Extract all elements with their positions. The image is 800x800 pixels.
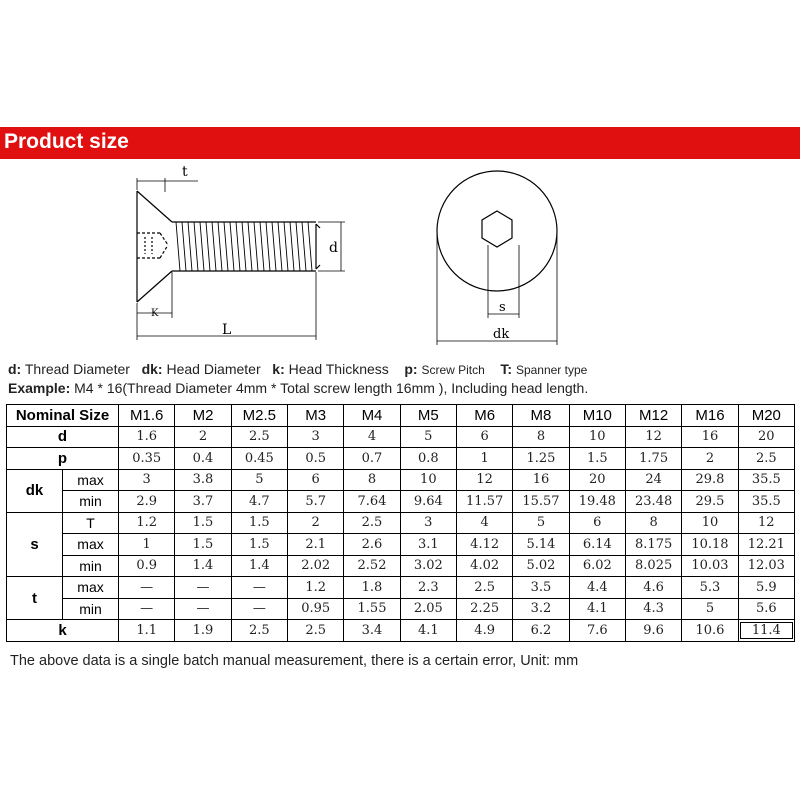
cell: 5 [513, 512, 569, 534]
cell: 12 [738, 512, 794, 534]
cell: 4.3 [625, 598, 681, 620]
cell: 1.5 [175, 512, 231, 534]
cell: 1.5 [569, 448, 625, 470]
legend-text-d: Thread Diameter [24, 361, 130, 377]
cell: — [231, 598, 287, 620]
example-key: Example: [8, 380, 71, 396]
legend-text-k: Head Thickness [288, 361, 389, 377]
cell: 15.57 [513, 491, 569, 513]
cell: 3 [400, 512, 456, 534]
cell: 10.03 [682, 555, 738, 577]
row-k [7, 620, 795, 642]
cell: 19.48 [569, 491, 625, 513]
row-label-k: k [7, 620, 119, 642]
banner-title: Product size [4, 130, 129, 153]
cell: 2 [682, 448, 738, 470]
cell: 16 [682, 426, 738, 448]
row-s-max [7, 534, 795, 556]
cell: 2.5 [456, 577, 512, 599]
cell: 4.02 [456, 555, 512, 577]
cell: 1.2 [119, 512, 175, 534]
screw-head-view [437, 171, 557, 345]
cell: 10.6 [682, 620, 738, 642]
legend-key-p: p: [404, 361, 418, 377]
cell: 5.9 [738, 577, 794, 599]
row-label-d: d [7, 426, 119, 448]
cell: 3.1 [400, 534, 456, 556]
cell: 0.5 [288, 448, 344, 470]
legend-text-T: Spanner type [515, 363, 588, 377]
cell: 4.1 [569, 598, 625, 620]
cell: 1.75 [625, 448, 681, 470]
cell: 2.6 [344, 534, 400, 556]
cell: 3.5 [513, 577, 569, 599]
cell: 3 [119, 469, 175, 491]
cell: 9.6 [625, 620, 681, 642]
cell: 2 [288, 512, 344, 534]
cell: 3.8 [175, 469, 231, 491]
label-dk: dk [493, 327, 510, 342]
cell: 10.18 [682, 534, 738, 556]
header-size: M10 [569, 405, 625, 427]
cell: 5.14 [513, 534, 569, 556]
cell: 2.1 [288, 534, 344, 556]
cell: 2.3 [400, 577, 456, 599]
cell: 1.4 [231, 555, 287, 577]
cell: 6 [569, 512, 625, 534]
cell: 35.5 [738, 491, 794, 513]
sub-label-max: max [63, 534, 119, 556]
cell: 1.1 [119, 620, 175, 642]
cell: 2.52 [344, 555, 400, 577]
label-t: t [182, 164, 188, 180]
cell: 1 [456, 448, 512, 470]
header-size: M3 [288, 405, 344, 427]
legend-key-T: T: [500, 361, 513, 377]
cell: 5 [682, 598, 738, 620]
cell: 5.6 [738, 598, 794, 620]
cell: 10 [400, 469, 456, 491]
row-dk-max [7, 469, 795, 491]
cell: 6.02 [569, 555, 625, 577]
label-k: K [151, 308, 159, 319]
cell: 5 [400, 426, 456, 448]
header-size: M1.6 [119, 405, 175, 427]
sub-label-min: min [63, 491, 119, 513]
cell: 3.7 [175, 491, 231, 513]
cell: 8 [344, 469, 400, 491]
cell: 7.6 [569, 620, 625, 642]
cell: 2.02 [288, 555, 344, 577]
row-label-t: t [7, 577, 63, 620]
legend-text-p: Screw Pitch [421, 363, 485, 377]
cell: 6.14 [569, 534, 625, 556]
cell: 0.95 [288, 598, 344, 620]
label-s: s [499, 300, 506, 315]
cell: 3 [288, 426, 344, 448]
cell: 29.5 [682, 491, 738, 513]
example-text: M4 * 16(Thread Diameter 4mm * Total screw length 16mm ), Including head length. [74, 380, 589, 396]
cell: 1.25 [513, 448, 569, 470]
cell: 1.5 [231, 512, 287, 534]
cell: 8.175 [625, 534, 681, 556]
cell: 4.7 [231, 491, 287, 513]
cell: 1.4 [175, 555, 231, 577]
cell: 3.4 [344, 620, 400, 642]
cell: 1.5 [175, 534, 231, 556]
label-L: L [222, 322, 232, 338]
row-d [7, 426, 795, 448]
row-t-min [7, 598, 795, 620]
cell: 4.9 [456, 620, 512, 642]
header-size: M12 [625, 405, 681, 427]
cell: 1.55 [344, 598, 400, 620]
cell: 5.3 [682, 577, 738, 599]
cell: 35.5 [738, 469, 794, 491]
label-d: d [329, 240, 338, 256]
cell: 6.2 [513, 620, 569, 642]
cell: 0.35 [119, 448, 175, 470]
cell: 23.48 [625, 491, 681, 513]
cell-selected: 11.4 [738, 620, 794, 642]
row-t-max [7, 577, 795, 599]
cell: 0.8 [400, 448, 456, 470]
header-size: M20 [738, 405, 794, 427]
cell: 0.45 [231, 448, 287, 470]
cell: 12 [625, 426, 681, 448]
cell: — [119, 577, 175, 599]
cell: 5 [231, 469, 287, 491]
cell: 4.6 [625, 577, 681, 599]
cell: 5.7 [288, 491, 344, 513]
row-s-T [7, 512, 795, 534]
cell: 2 [175, 426, 231, 448]
cell: 0.4 [175, 448, 231, 470]
cell: 9.64 [400, 491, 456, 513]
cell: 1.5 [231, 534, 287, 556]
cell: 2.9 [119, 491, 175, 513]
cell: 7.64 [344, 491, 400, 513]
row-label-s: s [7, 512, 63, 577]
cell: 1 [119, 534, 175, 556]
cell: — [175, 577, 231, 599]
cell: 1.6 [119, 426, 175, 448]
cell: 8.025 [625, 555, 681, 577]
cell: 2.5 [738, 448, 794, 470]
cell: 16 [513, 469, 569, 491]
header-size: M2 [175, 405, 231, 427]
row-dk-min [7, 491, 795, 513]
cell: 6 [288, 469, 344, 491]
cell: 29.8 [682, 469, 738, 491]
cell: 3.02 [400, 555, 456, 577]
spec-table [6, 404, 795, 642]
legend [8, 361, 587, 377]
cell: 2.5 [288, 620, 344, 642]
cell: — [119, 598, 175, 620]
sub-label-min: min [63, 555, 119, 577]
cell: 4.4 [569, 577, 625, 599]
cell: 4.1 [400, 620, 456, 642]
cell: 1.9 [175, 620, 231, 642]
product-size-banner [0, 127, 800, 159]
cell: 4 [344, 426, 400, 448]
legend-key-k: k: [272, 361, 285, 377]
header-row [7, 405, 795, 427]
header-size: M16 [682, 405, 738, 427]
cell: 0.9 [119, 555, 175, 577]
row-s-min [7, 555, 795, 577]
cell: — [175, 598, 231, 620]
sub-label-max: max [63, 469, 119, 491]
header-nominal-size: Nominal Size [7, 405, 119, 427]
cell: 4 [456, 512, 512, 534]
sub-label-max: max [63, 577, 119, 599]
row-label-p: p [7, 448, 119, 470]
cell: 1.8 [344, 577, 400, 599]
screw-diagram [0, 160, 800, 355]
screw-side-view [137, 178, 345, 340]
cell: 12.03 [738, 555, 794, 577]
example-line [8, 380, 588, 396]
cell: 2.05 [400, 598, 456, 620]
legend-key-d: d: [8, 361, 22, 377]
cell: 10 [569, 426, 625, 448]
cell: 12 [456, 469, 512, 491]
row-p [7, 448, 795, 470]
cell: 20 [738, 426, 794, 448]
cell: 6 [456, 426, 512, 448]
cell: 2.5 [231, 620, 287, 642]
row-label-dk: dk [7, 469, 63, 512]
header-size: M6 [456, 405, 512, 427]
cell: 8 [513, 426, 569, 448]
header-size: M8 [513, 405, 569, 427]
header-size: M5 [400, 405, 456, 427]
cell: 1.2 [288, 577, 344, 599]
cell: 11.57 [456, 491, 512, 513]
cell: 20 [569, 469, 625, 491]
cell: 3.2 [513, 598, 569, 620]
cell: 2.5 [344, 512, 400, 534]
cell: 0.7 [344, 448, 400, 470]
footnote: The above data is a single batch manual measurement, there is a certain error, Unit: mm [10, 653, 579, 669]
cell: 4.12 [456, 534, 512, 556]
cell: 5.02 [513, 555, 569, 577]
legend-key-dk: dk: [141, 361, 163, 377]
cell: 8 [625, 512, 681, 534]
cell: 12.21 [738, 534, 794, 556]
legend-text-dk: Head Diameter [166, 361, 261, 377]
header-size: M4 [344, 405, 400, 427]
sub-label-T: T [63, 512, 119, 534]
header-size: M2.5 [231, 405, 287, 427]
cell: — [231, 577, 287, 599]
cell: 2.5 [231, 426, 287, 448]
cell: 2.25 [456, 598, 512, 620]
cell: 10 [682, 512, 738, 534]
cell: 24 [625, 469, 681, 491]
sub-label-min: min [63, 598, 119, 620]
